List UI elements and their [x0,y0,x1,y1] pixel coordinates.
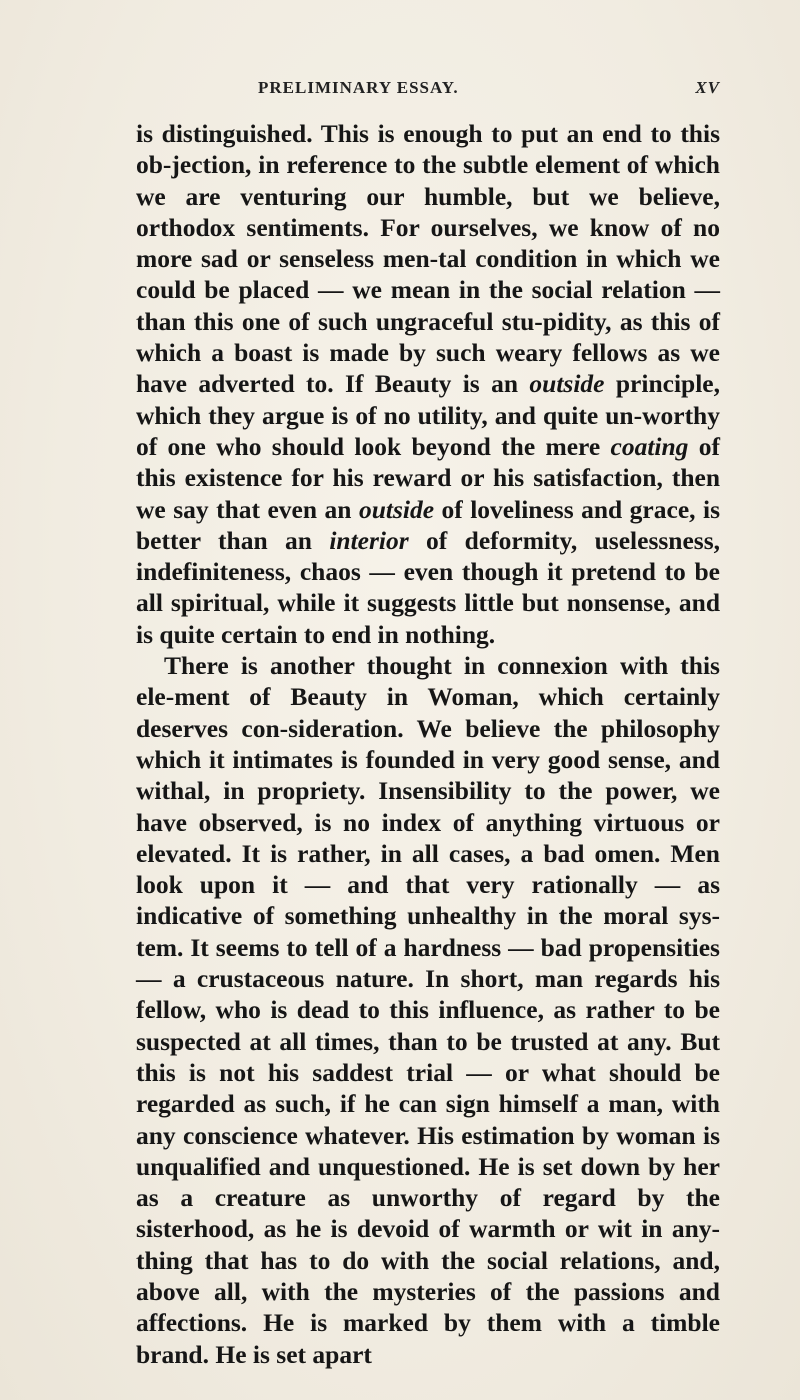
text-run: is distinguished. This is enough to put an end to this ob-jection, in reference to the subtle element of which we are venturing our humble, but we believe, orthodox sentiments. For ourselves, we know of no more sad or senseless men-tal condition in which we could be placed — we mean in the social relation — than this one of such ungraceful stu-pidity, as this of which a boast is made by such weary fellows as we have adverted to. If Beauty is an [136,119,720,399]
text-run: of this existence for his reward or his satisfaction, then we say that even an [136,431,720,524]
italic-run: interior [329,525,409,555]
running-head [258,78,720,102]
text-run: There is another thought in connexion with this ele-ment of Beauty in Woman, which certainly deserves con-sideration. We believe the philosophy which it intimates is founded in very good sense, and withal, in propriety. Insensibility to the power, we have observed, is no index of anything virtuous or elevated. It is rather, in all cases, a bad omen. Men look upon it — and that very rationally — as indicative of something unhealthy in the moral sys-tem. It seems to tell of a hardness — bad propensities — a crustaceous nature. In short, man regards his fellow, who is dead to this influence, as rather to be suspected at all times, than to be trusted at any. But this is not his saddest trial — or what should be regarded as such, if he can sign himself a man, with any conscience whatever. His estimation by woman is unqualified and unquestioned. He is set down by her as a creature as unworthy of regard by the sisterhood, as he is devoid of warmth or wit in any-thing that has to do with the social relations, and, above all, with the mysteries of the passions and affections. He is marked by them with a timble brand. He is set apart [136,651,720,1369]
italic-run: outside [529,369,605,399]
body-text [136,118,720,1370]
page-number: XV [695,78,720,97]
paragraph [136,118,720,650]
running-head-title: PRELIMINARY ESSAY. [258,78,459,97]
text-run: of deformity, uselessness, indefiniteness, chaos — even though it pretend to be all spiritual, while it suggests little but nonsense, and is quite certain to end in nothing. [136,525,721,649]
text-run: of loveliness and grace, is better than an [136,494,720,555]
text-run: principle, which they argue is of no utility, and quite un-worthy of one who should look beyond the mere [136,369,720,461]
italic-run: coating [610,431,689,461]
italic-run: outside [358,494,435,524]
paragraph [136,650,720,1370]
